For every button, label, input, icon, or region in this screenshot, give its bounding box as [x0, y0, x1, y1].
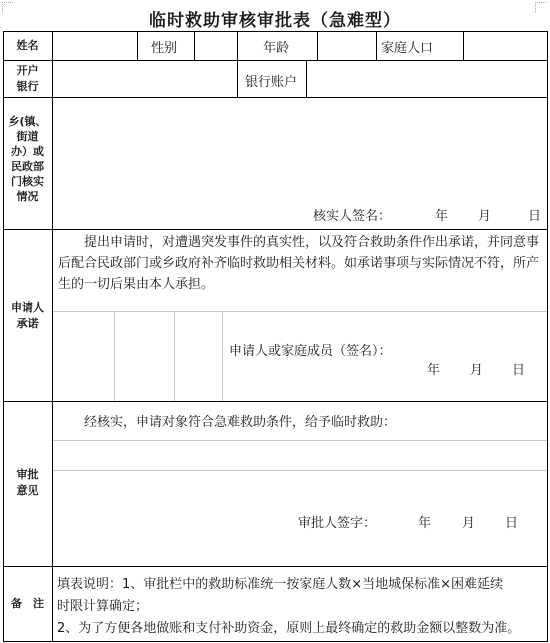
verify-label-line2: 街道	[16, 130, 39, 143]
row2-divider-a	[237, 60, 238, 97]
applicant-signature-field[interactable]	[405, 337, 543, 357]
verify-label-line6: 情况	[16, 190, 39, 203]
row1-divider-f	[463, 31, 464, 60]
row1-divider-c	[237, 31, 238, 60]
table-border-bottom	[3, 641, 548, 642]
verify-label-line3: 办）或	[11, 145, 44, 158]
age-label: 年龄	[263, 41, 290, 56]
row2-divider-b	[306, 60, 307, 97]
promise-inner-line	[52, 311, 548, 312]
bank-field[interactable]	[54, 62, 236, 96]
row1-divider-e	[376, 31, 377, 60]
promise-year-label: 年	[427, 363, 441, 378]
gender-field[interactable]	[196, 33, 236, 59]
name-label: 姓名	[16, 39, 39, 52]
verify-content-area[interactable]	[54, 99, 546, 199]
promise-inner-divider-c	[222, 311, 223, 401]
verify-month-label: 月	[478, 209, 492, 224]
promise-inner-divider-a	[114, 311, 115, 401]
row-divider-1	[3, 60, 548, 61]
applicant-signature-label: 申请人或家庭成员（签名）：	[229, 344, 392, 359]
promise-day-label: 日	[512, 363, 526, 378]
household-size-field[interactable]	[465, 33, 546, 59]
approval-content-area[interactable]	[54, 441, 546, 469]
promise-label-line1: 申请人	[11, 301, 44, 314]
name-field[interactable]	[54, 33, 136, 59]
note-line-3: 2、为了方便各地做账和支付补助资金，原则上最终确定的救助金额以整数为准。	[57, 621, 521, 636]
row-divider-2	[3, 97, 548, 98]
note-line-2: 时限计算确定；	[57, 599, 149, 614]
approver-signature-label: 审批人签字：	[298, 516, 377, 531]
note-line-1: 填表说明：1、审批栏中的救助标准统一按家庭人数×当地城保标准×困难延续	[57, 577, 504, 592]
verify-label-line5: 门核实	[11, 175, 44, 188]
form-title: 临时救助审核审批表（急难型）	[149, 11, 401, 31]
promise-inner-divider-b	[174, 311, 175, 401]
verifier-signature-label: 核实人签名：	[313, 209, 392, 224]
table-border-top	[3, 31, 548, 32]
row-divider-4	[3, 401, 548, 402]
verify-year-label: 年	[435, 209, 449, 224]
approve-label-line2: 意见	[16, 484, 39, 497]
approval-statement: 经核实，申请对象符合急难救助条件，给予临时救助：	[84, 415, 397, 430]
bank-label-line2: 银行	[16, 80, 39, 93]
row1-divider-d	[317, 31, 318, 60]
age-field[interactable]	[319, 33, 375, 59]
approver-signature-field[interactable]	[380, 509, 410, 529]
promise-month-label: 月	[470, 363, 484, 378]
label-column-divider	[52, 31, 53, 641]
bank-label-line1: 开户	[16, 64, 39, 77]
remarks-label: 备 注	[11, 597, 44, 610]
gender-label: 性别	[151, 41, 178, 56]
bank-account-label: 银行账户	[245, 75, 298, 90]
row-divider-5	[3, 566, 548, 567]
promise-statement: 提出申请时，对遭遇突发事件的真实性，以及符合救助条件作出承诺，并同意事后配合民政部门或乡政府补齐临时救助相关材料。如承诺事项与实际情况不符，所产生的一切后果由本人承担。	[58, 235, 540, 292]
table-border-right	[547, 31, 548, 641]
verify-label-line4: 民政部	[11, 160, 44, 173]
row1-divider-a	[137, 31, 138, 60]
verifier-signature-field[interactable]	[395, 203, 425, 223]
verify-label-line1: 乡(镇、	[8, 115, 47, 128]
household-size-label: 家庭人口	[381, 41, 434, 56]
verify-day-label: 日	[528, 209, 542, 224]
row-divider-3	[3, 229, 548, 230]
approve-month-label: 月	[462, 516, 476, 531]
bank-account-field[interactable]	[308, 62, 546, 96]
approve-day-label: 日	[505, 516, 519, 531]
promise-label-line2: 承诺	[16, 317, 39, 330]
row1-divider-b	[194, 31, 195, 60]
approve-inner-line-2	[52, 470, 548, 471]
approve-year-label: 年	[418, 516, 432, 531]
approve-label-line1: 审批	[16, 468, 39, 481]
